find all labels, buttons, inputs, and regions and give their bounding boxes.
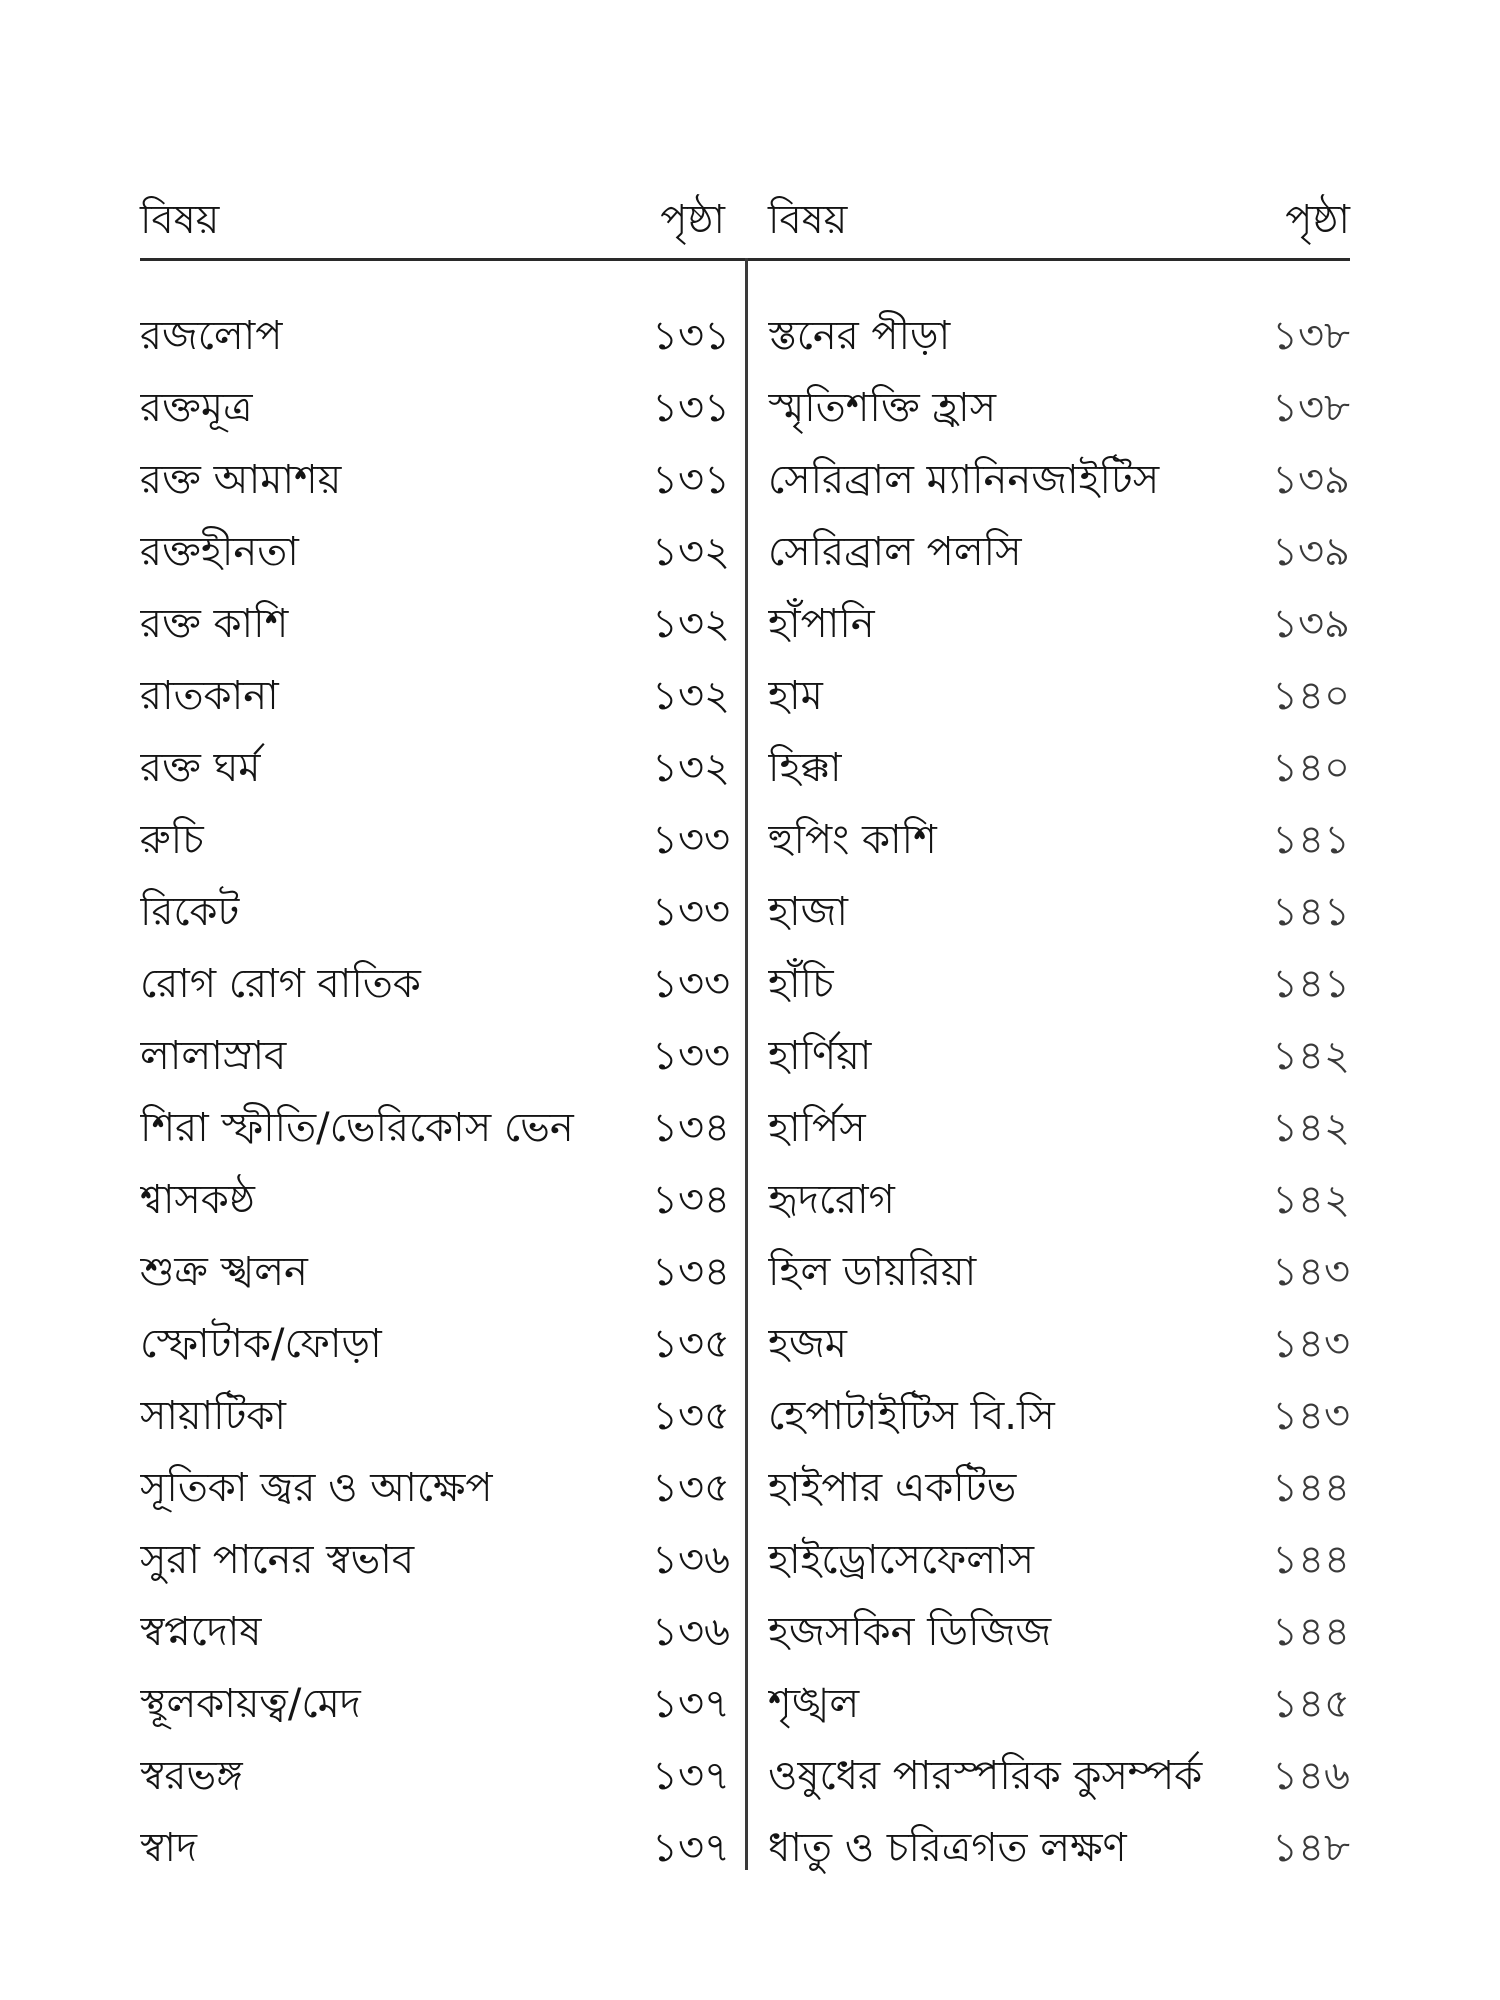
toc-entry-page-number: ১৩৭ xyxy=(652,1825,730,1871)
toc-entry-title: স্ফোটাক/ফোড়া xyxy=(140,1321,382,1367)
toc-entry-title: রক্তহীনতা xyxy=(140,529,299,575)
toc-entry-title: হাম xyxy=(768,673,823,719)
toc-entry xyxy=(768,876,1350,948)
toc-entry-page-number: ১৩৯ xyxy=(1272,529,1350,575)
toc-entry-title: হাঁচি xyxy=(768,961,834,1007)
toc-entry xyxy=(140,1668,730,1740)
toc-entry-page-number: ১৩৪ xyxy=(652,1177,730,1223)
toc-entry-title: রজলোপ xyxy=(140,313,283,359)
toc-entry-page-number: ১৪১ xyxy=(1272,817,1350,863)
toc-entry-page-number: ১৪১ xyxy=(1272,961,1350,1007)
toc-entry-page-number: ১৪২ xyxy=(1272,1105,1350,1151)
toc-entry xyxy=(768,588,1350,660)
toc-entry xyxy=(140,1596,730,1668)
toc-entry-title: লালাস্রাব xyxy=(140,1033,287,1079)
toc-entry-page-number: ১৩৯ xyxy=(1272,601,1350,647)
toc-entry-page-number: ১৪২ xyxy=(1272,1177,1350,1223)
toc-entry-title: শিরা স্ফীতি/ভেরিকোস ভেন xyxy=(140,1105,574,1151)
toc-entry xyxy=(768,1236,1350,1308)
toc-entry-page-number: ১৪০ xyxy=(1272,745,1350,791)
toc-entry-title: হজম xyxy=(768,1321,848,1367)
header-page-right: পৃষ্ঠা xyxy=(1285,197,1350,243)
toc-entry xyxy=(768,1452,1350,1524)
toc-entry-title: স্বপ্নদোষ xyxy=(140,1609,262,1655)
toc-entry-title: হজসকিন ডিজিজ xyxy=(768,1609,1052,1655)
toc-entry-page-number: ১৩১ xyxy=(652,313,730,359)
toc-entry xyxy=(140,1308,730,1380)
toc-entry-page-number: ১৩২ xyxy=(652,745,730,791)
toc-entry-page-number: ১৩৪ xyxy=(652,1105,730,1151)
toc-entry-page-number: ১৩২ xyxy=(652,673,730,719)
header-page-left: পৃষ্ঠা xyxy=(660,197,725,243)
toc-entry xyxy=(768,372,1350,444)
toc-entry-title: হাইড্রোসেফেলাস xyxy=(768,1537,1035,1583)
toc-entry xyxy=(768,1596,1350,1668)
toc-entry-title: রোগ রোগ বাতিক xyxy=(140,961,421,1007)
toc-entry xyxy=(140,1380,730,1452)
toc-entry xyxy=(140,1452,730,1524)
toc-entry-page-number: ১৪৫ xyxy=(1272,1681,1350,1727)
toc-entry-page-number: ১৩৫ xyxy=(652,1393,730,1439)
toc-entry-title: ধাতু ও চরিত্রগত লক্ষণ xyxy=(768,1825,1127,1871)
toc-entry-page-number: ১৩৮ xyxy=(1272,385,1350,431)
toc-entry xyxy=(140,1524,730,1596)
toc-entry-title: শুক্র স্খলন xyxy=(140,1249,308,1295)
toc-entry xyxy=(768,516,1350,588)
toc-entry-title: রক্তমূত্র xyxy=(140,385,253,431)
toc-entry-page-number: ১৩৯ xyxy=(1272,457,1350,503)
toc-entry-page-number: ১৩২ xyxy=(652,529,730,575)
toc-entry-page-number: ১৪৩ xyxy=(1272,1393,1350,1439)
toc-entry xyxy=(140,948,730,1020)
toc-entry xyxy=(768,804,1350,876)
toc-entry-page-number: ১৪৬ xyxy=(1272,1753,1350,1799)
toc-entry xyxy=(768,1020,1350,1092)
toc-entry xyxy=(140,660,730,732)
toc-entry xyxy=(140,1164,730,1236)
toc-entry xyxy=(768,1092,1350,1164)
toc-entry xyxy=(140,1740,730,1812)
toc-entry-page-number: ১৩৭ xyxy=(652,1753,730,1799)
toc-entry xyxy=(768,1164,1350,1236)
toc-entry xyxy=(140,1092,730,1164)
toc-entry-page-number: ১৪১ xyxy=(1272,889,1350,935)
toc-entry-page-number: ১৪৩ xyxy=(1272,1249,1350,1295)
toc-entry-page-number: ১৩৮ xyxy=(1272,313,1350,359)
toc-entry xyxy=(140,1020,730,1092)
toc-entry-title: স্তনের পীড়া xyxy=(768,313,951,359)
toc-entry xyxy=(768,1308,1350,1380)
toc-left-column xyxy=(140,300,730,1884)
toc-entry-page-number: ১৩৩ xyxy=(652,1033,730,1079)
toc-entry-title: শ্বাসকষ্ঠ xyxy=(140,1177,255,1223)
toc-entry-page-number: ১৩৩ xyxy=(652,889,730,935)
toc-entry xyxy=(768,1740,1350,1812)
toc-entry xyxy=(768,948,1350,1020)
toc-entry xyxy=(140,588,730,660)
toc-entry-title: সায়াটিকা xyxy=(140,1393,287,1439)
toc-entry-title: হৃদরোগ xyxy=(768,1177,895,1223)
toc-entry xyxy=(768,300,1350,372)
column-divider xyxy=(745,258,748,1870)
toc-entry-page-number: ১৩৬ xyxy=(652,1609,730,1655)
header-subject-left: বিষয় xyxy=(140,197,220,243)
toc-entry-title: স্বরভঙ্গ xyxy=(140,1753,243,1799)
toc-entry xyxy=(768,732,1350,804)
toc-entry-title: হাঁপানি xyxy=(768,601,875,647)
toc-entry xyxy=(768,1524,1350,1596)
toc-entry xyxy=(768,660,1350,732)
toc-entry-page-number: ১৩২ xyxy=(652,601,730,647)
toc-entry-page-number: ১৩৩ xyxy=(652,961,730,1007)
toc-entry-title: সূতিকা জ্বর ও আক্ষেপ xyxy=(140,1465,493,1511)
toc-entry xyxy=(140,804,730,876)
toc-entry-title: হার্পিস xyxy=(768,1105,866,1151)
toc-entry-title: হাজা xyxy=(768,889,848,935)
toc-entry-page-number: ১৩৫ xyxy=(652,1321,730,1367)
toc-entry-title: হিক্কা xyxy=(768,745,842,791)
toc-entry xyxy=(140,372,730,444)
toc-entry-title: হাইপার একটিভ xyxy=(768,1465,1017,1511)
toc-entry xyxy=(140,1236,730,1308)
toc-entry-page-number: ১৩৭ xyxy=(652,1681,730,1727)
toc-entry-title: রক্ত ঘর্ম xyxy=(140,745,261,791)
toc-entry xyxy=(140,876,730,948)
toc-entry-page-number: ১৩৩ xyxy=(652,817,730,863)
toc-entry-title: স্বাদ xyxy=(140,1825,197,1871)
toc-entry-title: রক্ত কাশি xyxy=(140,601,289,647)
toc-entry-title: ওষুধের পারস্পরিক কুসম্পর্ক xyxy=(768,1753,1203,1799)
toc-entry xyxy=(140,732,730,804)
toc-entry-title: রক্ত আমাশয় xyxy=(140,457,342,503)
toc-entry-title: শৃঙ্খল xyxy=(768,1681,860,1727)
toc-entry xyxy=(768,444,1350,516)
toc-entry-title: রিকেট xyxy=(140,889,240,935)
toc-entry-title: সেরিব্রাল পলসি xyxy=(768,529,1022,575)
toc-entry xyxy=(140,444,730,516)
toc-entry-page-number: ১৪৮ xyxy=(1272,1825,1350,1871)
toc-entry-title: সেরিব্রাল ম্যানিনজাইটিস xyxy=(768,457,1160,503)
toc-entry-title: স্থূলকায়ত্ব/মেদ xyxy=(140,1681,361,1727)
toc-entry-page-number: ১৩১ xyxy=(652,385,730,431)
toc-entry-title: রুচি xyxy=(140,817,204,863)
toc-entry-page-number: ১৪৪ xyxy=(1272,1609,1350,1655)
toc-entry-title: সুরা পানের স্বভাব xyxy=(140,1537,415,1583)
toc-entry-title: রাতকানা xyxy=(140,673,279,719)
toc-entry-page-number: ১৩১ xyxy=(652,457,730,503)
toc-entry-title: হার্ণিয়া xyxy=(768,1033,872,1079)
toc-entry-page-number: ১৩৬ xyxy=(652,1537,730,1583)
toc-entry-title: হেপাটাইটিস বি.সি xyxy=(768,1393,1055,1439)
toc-entry xyxy=(768,1380,1350,1452)
toc-entry-page-number: ১৩৪ xyxy=(652,1249,730,1295)
toc-entry-title: হিল ডায়রিয়া xyxy=(768,1249,977,1295)
toc-entry xyxy=(140,516,730,588)
toc-entry-page-number: ১৪৪ xyxy=(1272,1465,1350,1511)
toc-entry xyxy=(140,300,730,372)
toc-entry-page-number: ১৪৩ xyxy=(1272,1321,1350,1367)
toc-entry xyxy=(768,1668,1350,1740)
toc-entry-title: স্মৃতিশক্তি হ্রাস xyxy=(768,385,997,431)
toc-entry-title: হুপিং কাশি xyxy=(768,817,937,863)
toc-entry-page-number: ১৪৪ xyxy=(1272,1537,1350,1583)
toc-right-column xyxy=(768,300,1350,1884)
header-subject-right: বিষয় xyxy=(768,197,848,243)
toc-entry-page-number: ১৪২ xyxy=(1272,1033,1350,1079)
toc-entry xyxy=(140,1812,730,1884)
toc-entry xyxy=(768,1812,1350,1884)
toc-entry-page-number: ১৩৫ xyxy=(652,1465,730,1511)
toc-entry-page-number: ১৪০ xyxy=(1272,673,1350,719)
